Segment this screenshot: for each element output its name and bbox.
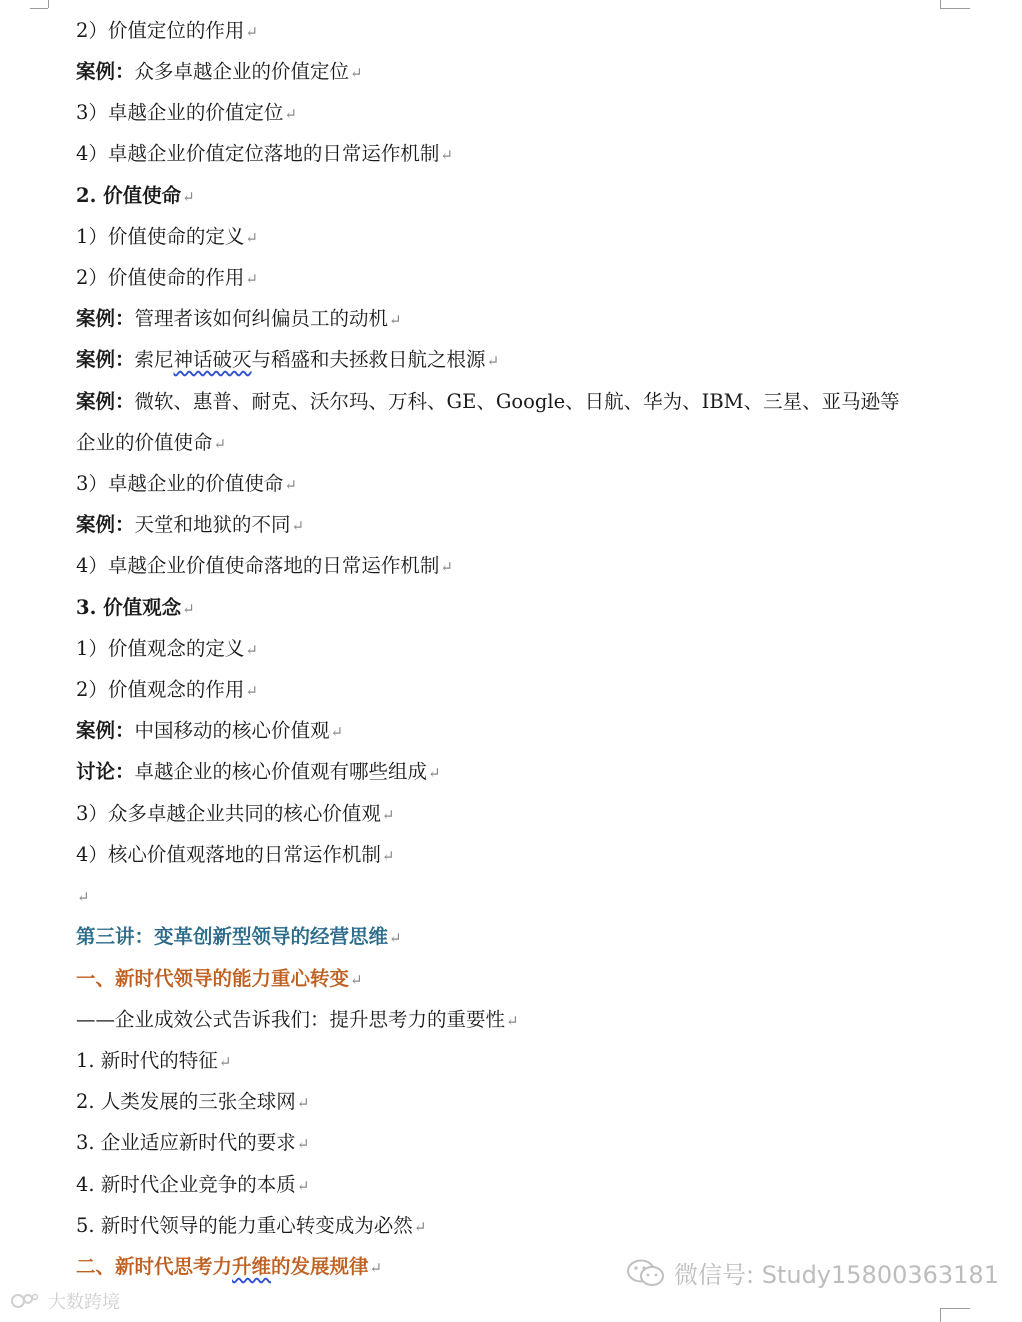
paragraph-mark-icon: ↵ xyxy=(428,764,441,782)
doc-line: 案例：天堂和地狱的不同↵ xyxy=(76,513,305,536)
doc-line: 案例：众多卓越企业的价值定位↵ xyxy=(76,60,363,83)
paragraph-mark-icon: ↵ xyxy=(389,311,402,329)
paragraph-mark-icon: ↵ xyxy=(296,1094,310,1112)
paragraph-mark-icon: ↵ xyxy=(296,1135,310,1153)
paragraph-mark-icon: ↵ xyxy=(330,723,344,741)
doc-heading: 3. 价值观念↵ xyxy=(76,596,195,619)
doc-line: 案例：中国移动的核心价值观↵ xyxy=(76,719,344,742)
paragraph-mark-icon: ↵ xyxy=(245,229,258,247)
paragraph-mark-icon: ↵ xyxy=(284,476,297,494)
crop-mark-bottom-right xyxy=(940,1308,941,1322)
paragraph-mark-icon: ↵ xyxy=(284,105,297,123)
doc-line: ——企业成效公式告诉我们：提升思考力的重要性↵ xyxy=(76,1008,519,1031)
paragraph-mark-icon: ↵ xyxy=(440,146,453,164)
paragraph-mark-icon: ↵ xyxy=(182,188,195,206)
paragraph-mark-icon: ↵ xyxy=(440,558,453,576)
doc-line: 1. 新时代的特征↵ xyxy=(76,1049,232,1072)
paragraph-mark-icon: ↵ xyxy=(381,806,395,824)
paragraph-mark-icon: ↵ xyxy=(350,64,363,82)
doc-line: 案例：微软、惠普、耐克、沃尔玛、万科、GE、Google、日航、华为、IBM、三星、亚马逊等 xyxy=(76,390,900,413)
paragraph-mark-icon: ↵ xyxy=(389,929,402,947)
doc-line: 3）卓越企业的价值使命↵ xyxy=(76,472,297,495)
wechat-watermark: 微信号: Study15800363181 xyxy=(626,1255,999,1294)
paragraph-mark-icon: ↵ xyxy=(296,1177,310,1195)
doc-line: 2）价值定位的作用↵ xyxy=(76,19,258,42)
doc-line: 4）卓越企业价值定位落地的日常运作机制↵ xyxy=(76,142,453,165)
doc-line: 1）价值观念的定义↵ xyxy=(76,637,258,660)
crop-mark-bottom-right-h xyxy=(940,1308,970,1309)
wechat-icon xyxy=(626,1258,666,1294)
section-heading: 一、新时代领导的能力重心转变↵ xyxy=(76,967,363,990)
paragraph-mark-icon: ↵ xyxy=(506,1012,519,1030)
doc-line: 讨论：卓越企业的核心价值观有哪些组成↵ xyxy=(76,760,441,783)
paragraph-mark-icon: ↵ xyxy=(245,641,258,659)
doc-line: 2）价值观念的作用↵ xyxy=(76,678,258,701)
paragraph-mark-icon: ↵ xyxy=(77,888,90,906)
doc-line: 案例：索尼神话破灭与稻盛和夫拯救日航之根源↵ xyxy=(76,348,500,371)
paragraph-mark-icon: ↵ xyxy=(369,1259,383,1277)
doc-heading: 2. 价值使命↵ xyxy=(76,184,195,207)
paragraph-mark-icon: ↵ xyxy=(413,1218,427,1236)
paragraph-mark-icon: ↵ xyxy=(213,435,227,453)
paragraph-mark-icon: ↵ xyxy=(350,971,363,989)
brand-watermark: 大数跨境 xyxy=(10,1288,120,1316)
doc-line: 案例：管理者该如何纠偏员工的动机↵ xyxy=(76,307,402,330)
section-heading: 二、新时代思考力升维的发展规律↵ xyxy=(76,1255,383,1278)
doc-line: 2. 人类发展的三张全球网↵ xyxy=(76,1090,310,1113)
paragraph-mark-icon: ↵ xyxy=(245,270,258,288)
doc-line: 2）价值使命的作用↵ xyxy=(76,266,258,289)
crop-mark-top-right-h xyxy=(940,8,970,9)
brand-logo-icon xyxy=(10,1291,40,1316)
paragraph-mark-icon: ↵ xyxy=(245,23,258,41)
paragraph-mark-icon: ↵ xyxy=(291,517,305,535)
doc-line: 企业的价值使命↵ xyxy=(76,431,227,454)
lecture-heading: 第三讲：变革创新型领导的经营思维↵ xyxy=(76,925,402,948)
paragraph-mark-icon: ↵ xyxy=(245,682,258,700)
doc-empty-line xyxy=(76,882,956,911)
crop-mark-top-left-h xyxy=(30,8,48,9)
crop-mark-top-left xyxy=(48,0,49,8)
doc-line: 3）众多卓越企业共同的核心价值观↵ xyxy=(76,802,395,825)
doc-line: 4. 新时代企业竞争的本质↵ xyxy=(76,1173,310,1196)
doc-line: 3. 企业适应新时代的要求↵ xyxy=(76,1131,310,1154)
paragraph-mark-icon: ↵ xyxy=(486,352,500,370)
doc-line: 3）卓越企业的价值定位↵ xyxy=(76,101,297,124)
paragraph-mark-icon: ↵ xyxy=(381,847,395,865)
doc-line: 5. 新时代领导的能力重心转变成为必然↵ xyxy=(76,1214,427,1237)
paragraph-mark-icon: ↵ xyxy=(182,600,195,618)
doc-line: 4）核心价值观落地的日常运作机制↵ xyxy=(76,843,395,866)
doc-line: 4）卓越企业价值使命落地的日常运作机制↵ xyxy=(76,554,453,577)
spellcheck-underline: 神话破灭 xyxy=(173,348,252,371)
paragraph-mark-icon: ↵ xyxy=(218,1053,232,1071)
doc-line: 1）价值使命的定义↵ xyxy=(76,225,258,248)
crop-mark-top-right xyxy=(940,0,941,8)
spellcheck-underline: 升维 xyxy=(232,1255,272,1278)
